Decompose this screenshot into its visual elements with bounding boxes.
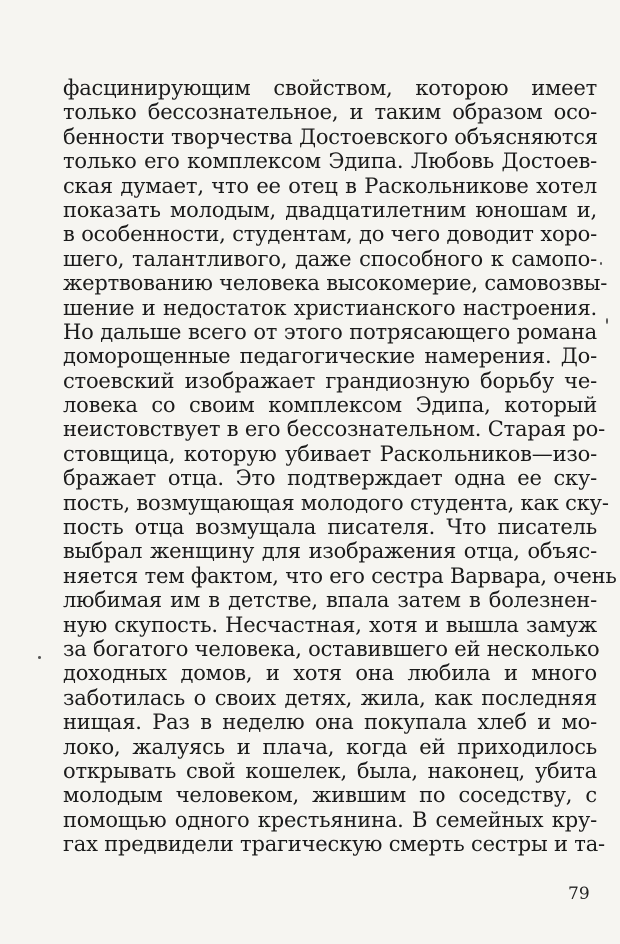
text-line: гах предвидели трагическую смерть сестры и та- — [63, 832, 605, 857]
print-speck — [600, 262, 602, 265]
text-line: стоевский изображает грандиозную борьбу че- — [63, 368, 597, 393]
text-line: бенности творчества Достоевского объясняются — [63, 124, 598, 149]
text-line: нищая. Раз в неделю она покупала хлеб и мо- — [63, 710, 597, 735]
text-line: неистовствует в его бессознательном. Старая ро- — [63, 417, 606, 442]
text-line: только бессознательное, и таким образом осо- — [63, 100, 597, 125]
text-line: локо, жалуясь и плача, когда ей приходилось — [63, 734, 597, 759]
text-line: заботилась о своих детях, жила, как последняя — [63, 685, 597, 710]
body-text — [63, 76, 617, 857]
text-line: фасцинирующим свойством, которою имеет — [63, 76, 597, 100]
text-line: доморощенные педагогические намерения. До- — [63, 344, 597, 369]
text-line: бражает отца. Это подтверждает одна ее ску- — [63, 466, 597, 491]
text-line: только его комплексом Эдипа. Любовь Достоев- — [63, 149, 597, 174]
text-line: пость отца возмущала писателя. Что писатель — [63, 515, 597, 540]
text-line: няется тем фактом, что его сестра Варвара, очень — [63, 563, 617, 588]
text-line: помощью одного крестьянина. В семейных кру- — [63, 807, 597, 832]
text-line: Но дальше всего от этого потрясающего романа — [63, 319, 597, 344]
text-line: ловека со своим комплексом Эдипа, который — [63, 393, 597, 418]
text-line: шение и недостаток христианского настроения. — [63, 295, 597, 320]
text-line: за богатого человека, оставившего ей несколько — [63, 636, 600, 661]
text-line: выбрал женщину для изображения отца, объяс- — [63, 539, 597, 564]
text-line: показать молодым, двадцатилетним юношам и, — [63, 197, 597, 222]
text-line: пость, возмущающая молодого студента, как ску- — [63, 490, 609, 515]
text-line: жертвованию человека высокомерие, самовозвы- — [63, 271, 608, 296]
text-line: ную скупость. Несчастная, хотя и вышла замуж — [63, 612, 597, 637]
print-speck — [38, 656, 41, 659]
text-line: в особенности, студентам, до чего доводит хоро- — [63, 222, 597, 247]
text-line: молодым человеком, жившим по соседству, с — [63, 783, 597, 808]
text-line: открывать свой кошелек, была, наконец, убита — [63, 758, 597, 783]
text-line: любимая им в детстве, впала затем в болезнен- — [63, 588, 597, 613]
print-speck — [606, 318, 608, 324]
text-line: доходных домов, и хотя она любила и много — [63, 661, 597, 686]
text-line: шего, талантливого, даже способного к самопо- — [63, 246, 597, 271]
text-line: стовщица, которую убивает Раскольников—изо- — [63, 441, 597, 466]
text-line: ская думает, что ее отец в Раскольникове хотел — [63, 173, 597, 198]
page-number: 79 — [568, 884, 590, 904]
